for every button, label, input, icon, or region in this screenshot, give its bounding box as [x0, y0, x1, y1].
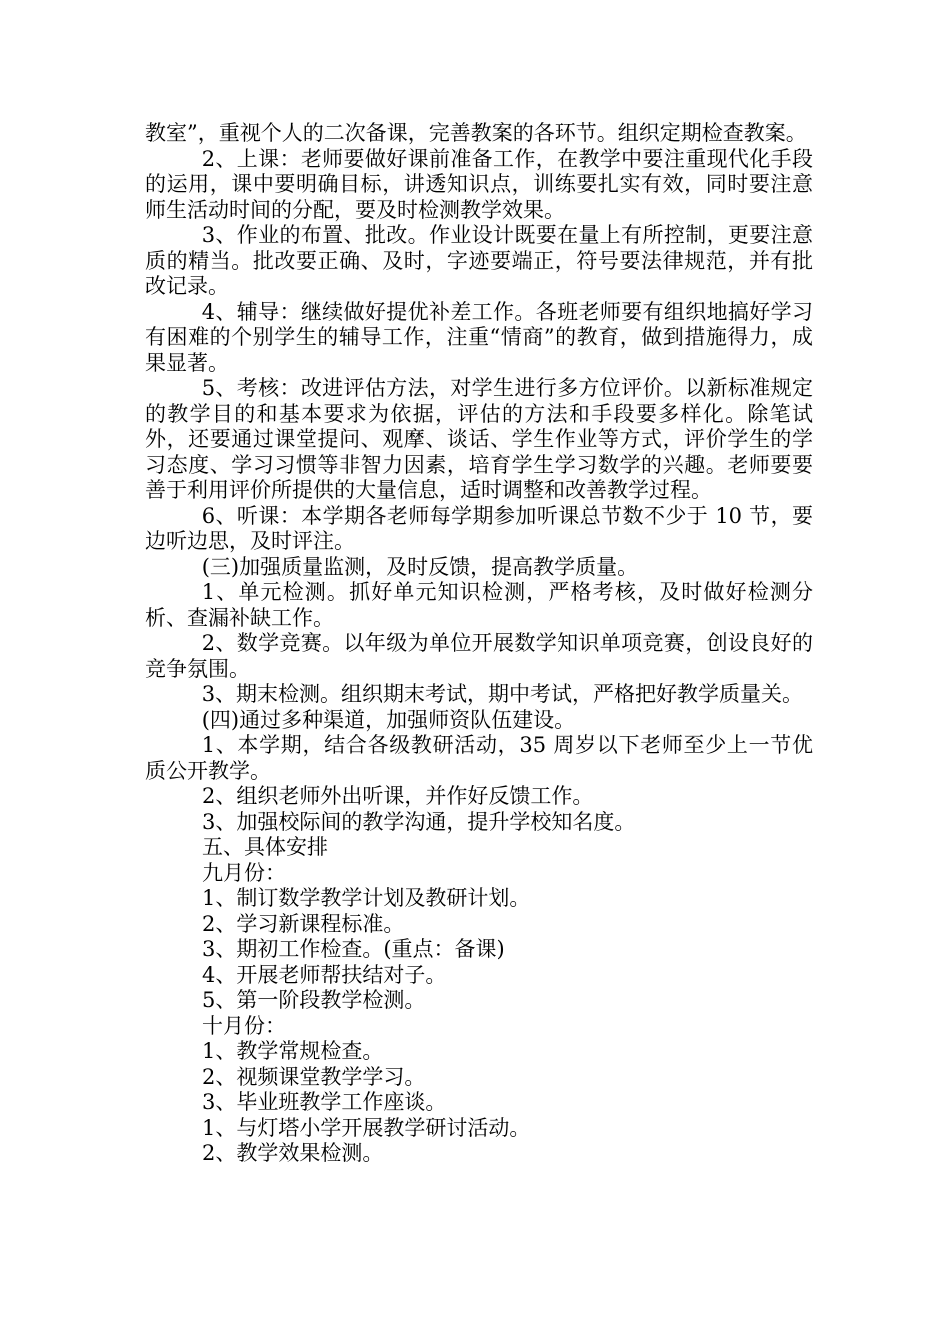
paragraph: 4、辅导：继续做好提优补差工作。各班老师要有组织地搞好学习有困难的个别学生的辅导工作，注重“情商”的教育，做到措施得力，成果显著。 — [145, 299, 813, 375]
paragraph: 1、单元检测。抓好单元知识检测，严格考核，及时做好检测分析、查漏补缺工作。 — [145, 580, 813, 630]
paragraph: 五、具体安排 — [202, 835, 328, 859]
paragraph: 4、开展老师帮扶结对子。 — [202, 962, 447, 987]
paragraph: 2、教学效果检测。 — [202, 1141, 384, 1165]
paragraph: 2、上课：老师要做好课前准备工作，在教学中要注重现代化手段的运用，课中要明确目标，讲透知识点，训练要扎实有效，同时要注意师生活动时间的分配，要及时检测教学效果。 — [145, 146, 813, 222]
paragraph: 3、加强校际间的教学沟通，提升学校知名度。 — [202, 809, 636, 834]
paragraph: 1、教学常规检查。 — [202, 1039, 384, 1063]
paragraph: (四)通过多种渠道，加强师资队伍建设。 — [201, 707, 576, 732]
paragraph: 3、期末检测。组织期末考试，期中考试，严格把好教学质量关。 — [201, 682, 804, 706]
paragraph: 3、期初工作检查。(重点：备课) — [202, 937, 505, 961]
paragraph: 5、考核：改进评估方法，对学生进行多方位评价。以新标准规定的教学目的和基本要求为依据，评估的方法和手段要多样化。除笔试外，还要通过课堂提问、观摩、谈话、学生作业等方式，评价学生的学习态度、学习习惯等非智力因素，培育学生学习数学的兴趣。老师要要善于利用评价所提供的大量信息，适时调整和改善教学过程。 — [145, 376, 813, 502]
paragraph: 十月份： — [202, 1013, 286, 1038]
paragraph: 2、学习新课程标准。 — [202, 911, 405, 936]
paragraph: 3、作业的布置、批改。作业设计既要在量上有所控制，更要注意质的精当。批改要正确、及时，字迹要端正，符号要法律规范，并有批改记录。 — [145, 223, 813, 298]
paragraph: 2、视频课堂教学学习。 — [202, 1064, 426, 1089]
paragraph: 5、第一阶段教学检测。 — [202, 988, 426, 1012]
paragraph: 2、组织老师外出听课，并作好反馈工作。 — [202, 784, 594, 808]
paragraph: 3、毕业班教学工作座谈。 — [202, 1090, 447, 1114]
paragraph: 教室”，重视个人的二次备课，完善教案的各环节。组织定期检查教案。 — [145, 121, 807, 145]
paragraph: 6、听课：本学期各老师每学期参加听课总节数不少于 10 节，要边听边思，及时评注。 — [145, 503, 813, 553]
paragraph: 1、制订数学教学计划及教研计划。 — [202, 886, 531, 910]
paragraph: (三)加强质量监测，及时反馈，提高教学质量。 — [201, 554, 639, 579]
document-body — [145, 121, 813, 1167]
paragraph: 九月份： — [202, 860, 286, 885]
paragraph: 2、数学竞赛。以年级为单位开展数学知识单项竞赛，创设良好的竞争氛围。 — [145, 631, 813, 681]
paragraph: 1、本学期，结合各级教研活动，35 周岁以下老师至少上一节优质公开教学。 — [145, 733, 813, 783]
paragraph: 1、与灯塔小学开展教学研讨活动。 — [202, 1115, 531, 1140]
